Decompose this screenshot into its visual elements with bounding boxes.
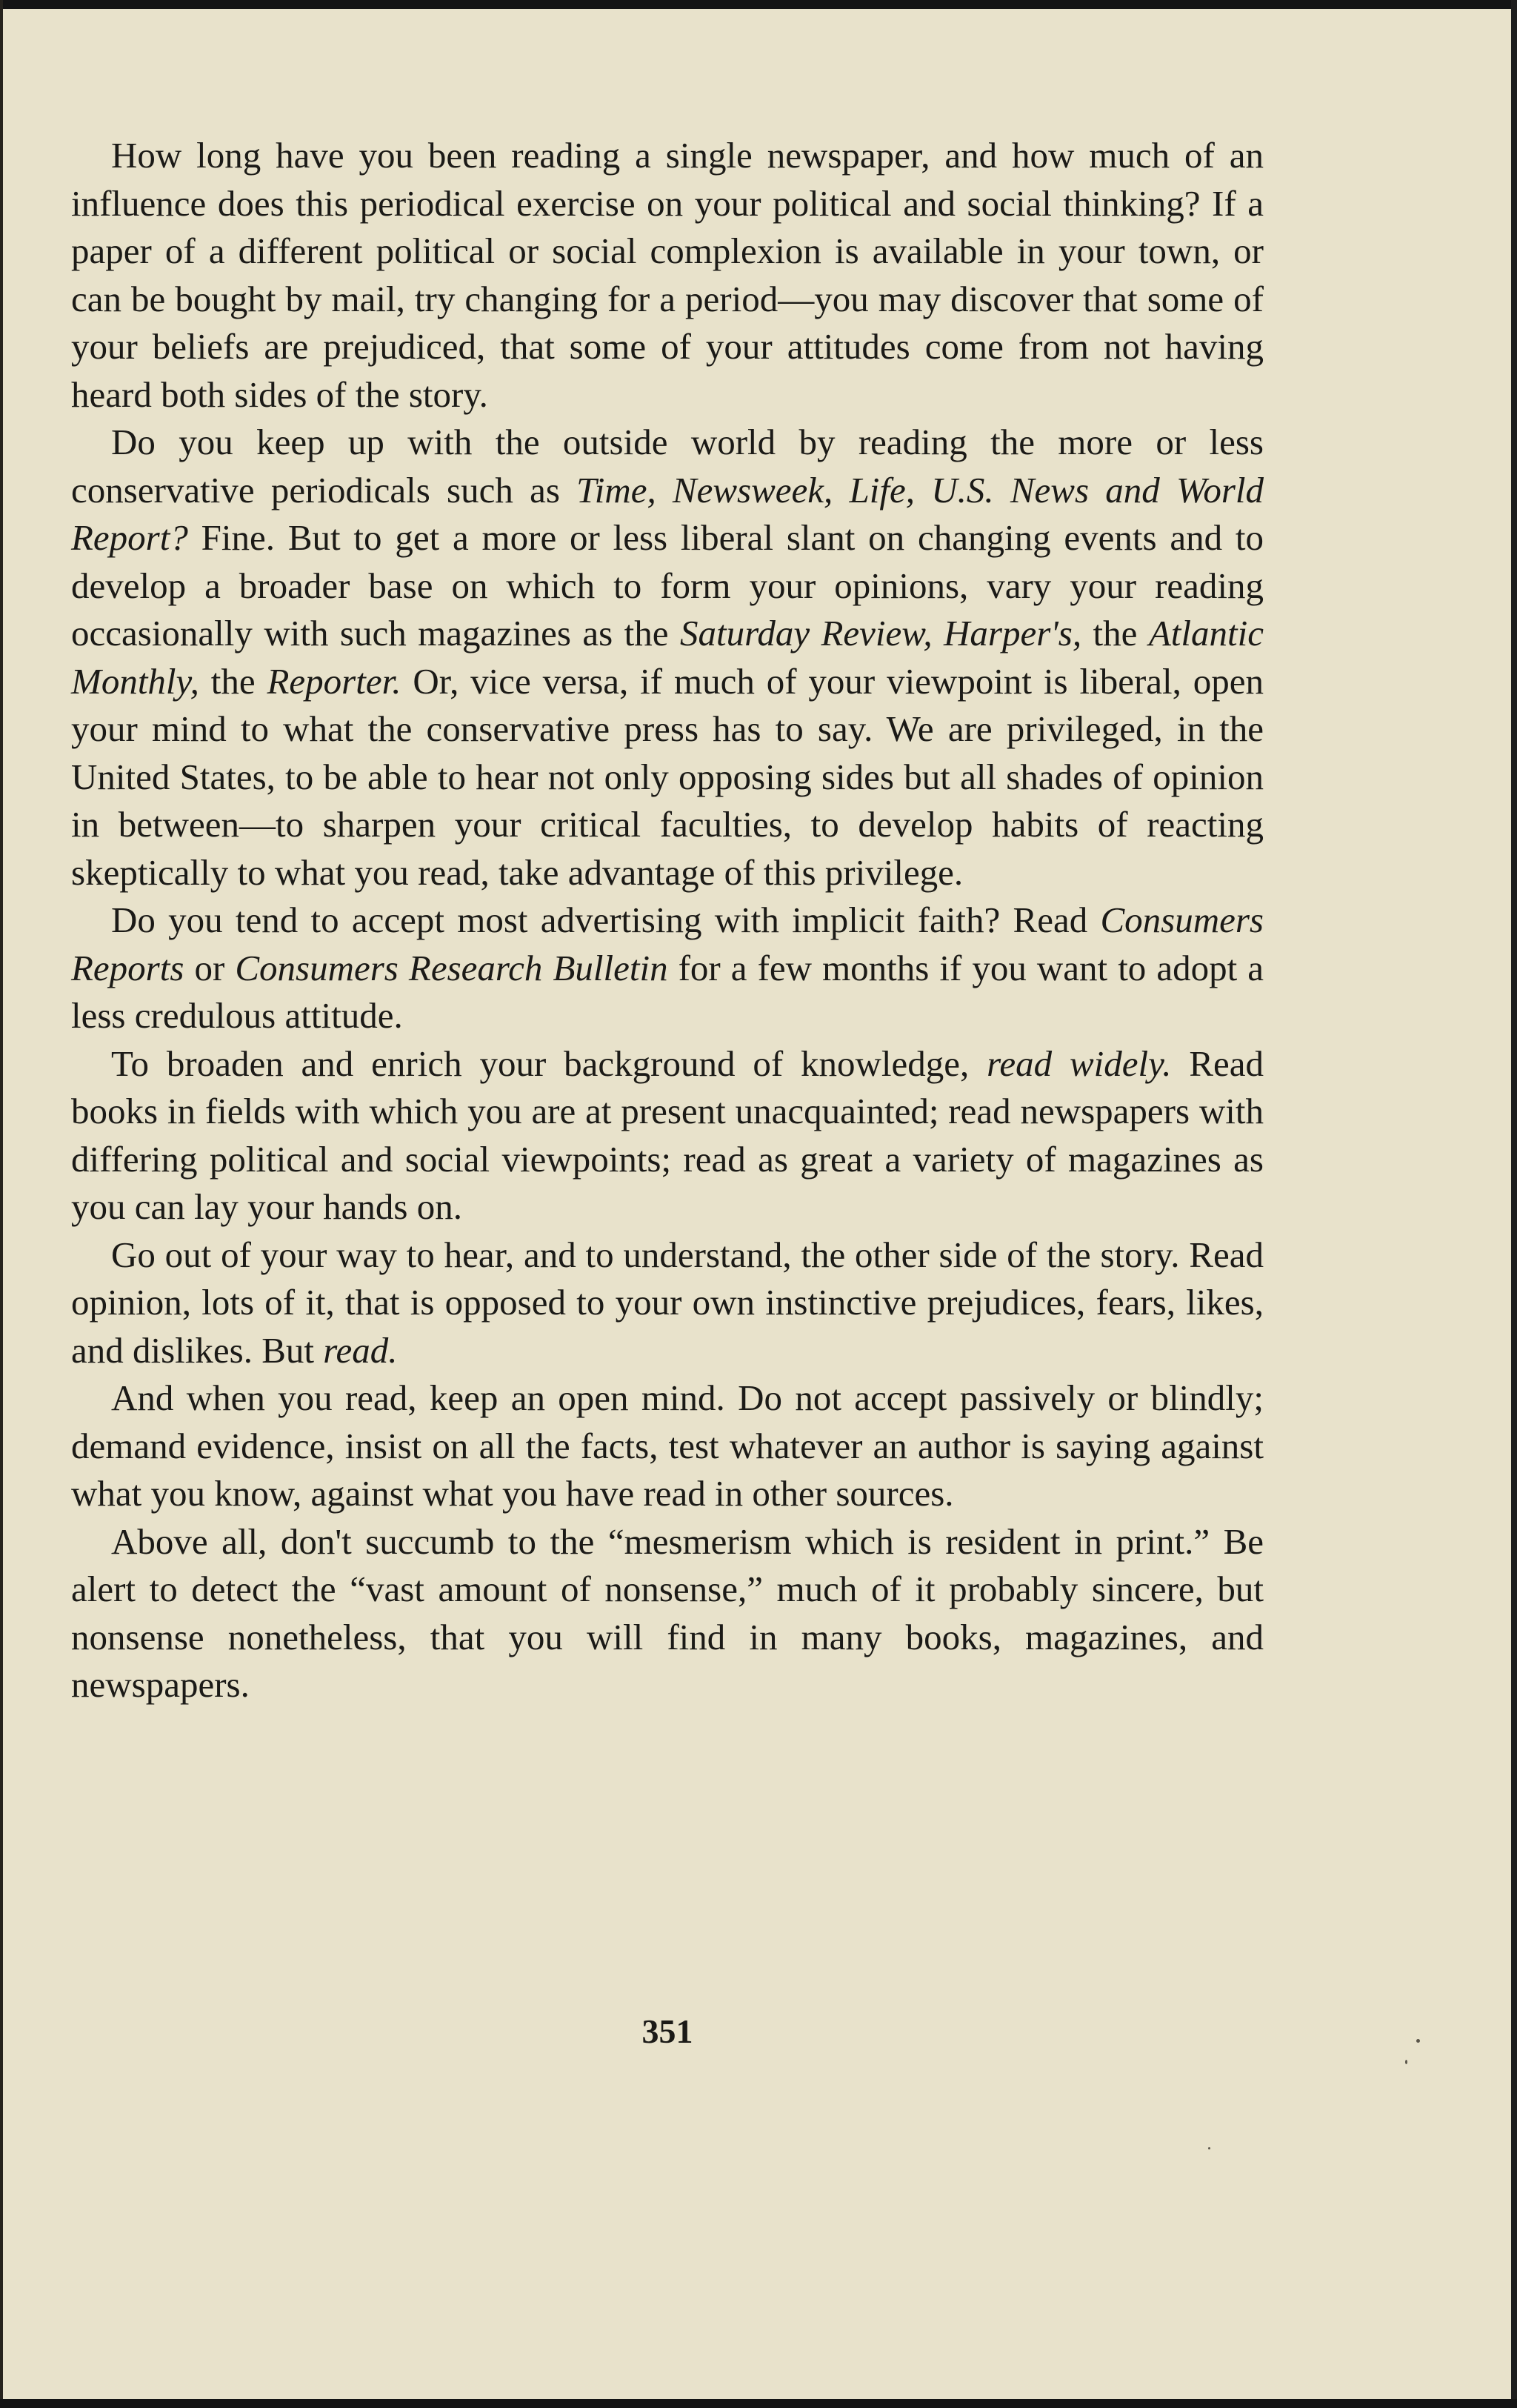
italic-title: Saturday Review, Harper's, [679,613,1082,653]
scan-edge-top [0,0,1517,9]
paragraph [71,419,1264,897]
text-run: the [1081,613,1149,653]
text-run: How long have you been reading a single newspaper, and how much of an influence does this periodical exercise on your political and social thinking? If a paper of a different political or social complexion is available in your town, or can be bought by mail, try changing for a period—you may discover that some of your beliefs are prejudiced, that some of your attitudes come from not having heard both sides of the story. [71,135,1264,415]
italic-title: Consumers Reports [71,899,1264,988]
text-run: Above all, don't succumb to the “mesmerism which is resident in print.” Be alert to detect the “vast amount of nonsense,” much of it probably sincere, but nonsense nonetheless, that you will find in many books, magazines, and newspapers. [71,1520,1264,1705]
italic-title: Atlantic Monthly, [71,613,1264,702]
body-text [71,132,1264,1709]
text-run: the [199,660,267,702]
text-run: Read books in fields with which you are at present unacquainted; read newspapers with differing political and social viewpoints; read as great a variety of magazines as you can lay your hands on. [71,1042,1264,1227]
text-run: To broaden and enrich your background of knowledge, [111,1042,987,1084]
paragraph [71,1231,1264,1375]
paragraph [71,1518,1264,1709]
italic-title: Time, Newsweek, Life, U.S. News and World Report? [71,469,1264,558]
text-run: Go out of your way to hear, and to understand, the other side of the story. Read opinion, lots of it, that is opposed to your own instinctive prejudices, fears, likes, and dislikes. But [71,1234,1264,1371]
text-run: Or, vice versa, if much of your viewpoint is liberal, open your mind to what the conservative press has to say. We are privileged, in the United States, to be able to hear not only opposing sides but all shades of opinion in between—to sharpen your critical faculties, to develop habits of reacting skeptically to what you read, take advantage of this privilege. [71,660,1264,893]
text-run: Fine. But to get a more or less liberal slant on changing events and to develop a broader base on which to form your opinions, vary your reading occasionally with such magazines as the [71,517,1264,653]
paragraph [71,1040,1264,1231]
text-run: And when you read, keep an open mind. Do not accept passively or blindly; demand evidence, insist on all the facts, test whatever an author is saying against what you know, against what you have read in other sources. [71,1377,1264,1514]
italic-title: read widely. [987,1042,1172,1084]
text-run: or [184,947,236,988]
paragraph [71,897,1264,1040]
italic-title: Reporter. [267,660,401,702]
scan-speck [1416,2039,1420,2043]
scan-edge-right [1511,0,1517,2408]
text-run: for a few months if you want to adopt a less credulous attitude. [71,947,1264,1036]
text-run: Do you keep up with the outside world by reading the more or less conservative periodicals such as [71,422,1264,510]
page-number: 351 [641,2012,693,2050]
italic-title: Consumers Research Bulletin [235,947,668,988]
scan-speck [1405,2060,1407,2064]
scan-speck [1208,2147,1210,2149]
text-run: Do you tend to accept most advertising with implicit faith? Read [111,899,1101,940]
italic-title: read. [323,1329,398,1371]
paragraph [71,132,1264,419]
paragraph [71,1374,1264,1518]
scan-edge-bottom [0,2399,1517,2408]
